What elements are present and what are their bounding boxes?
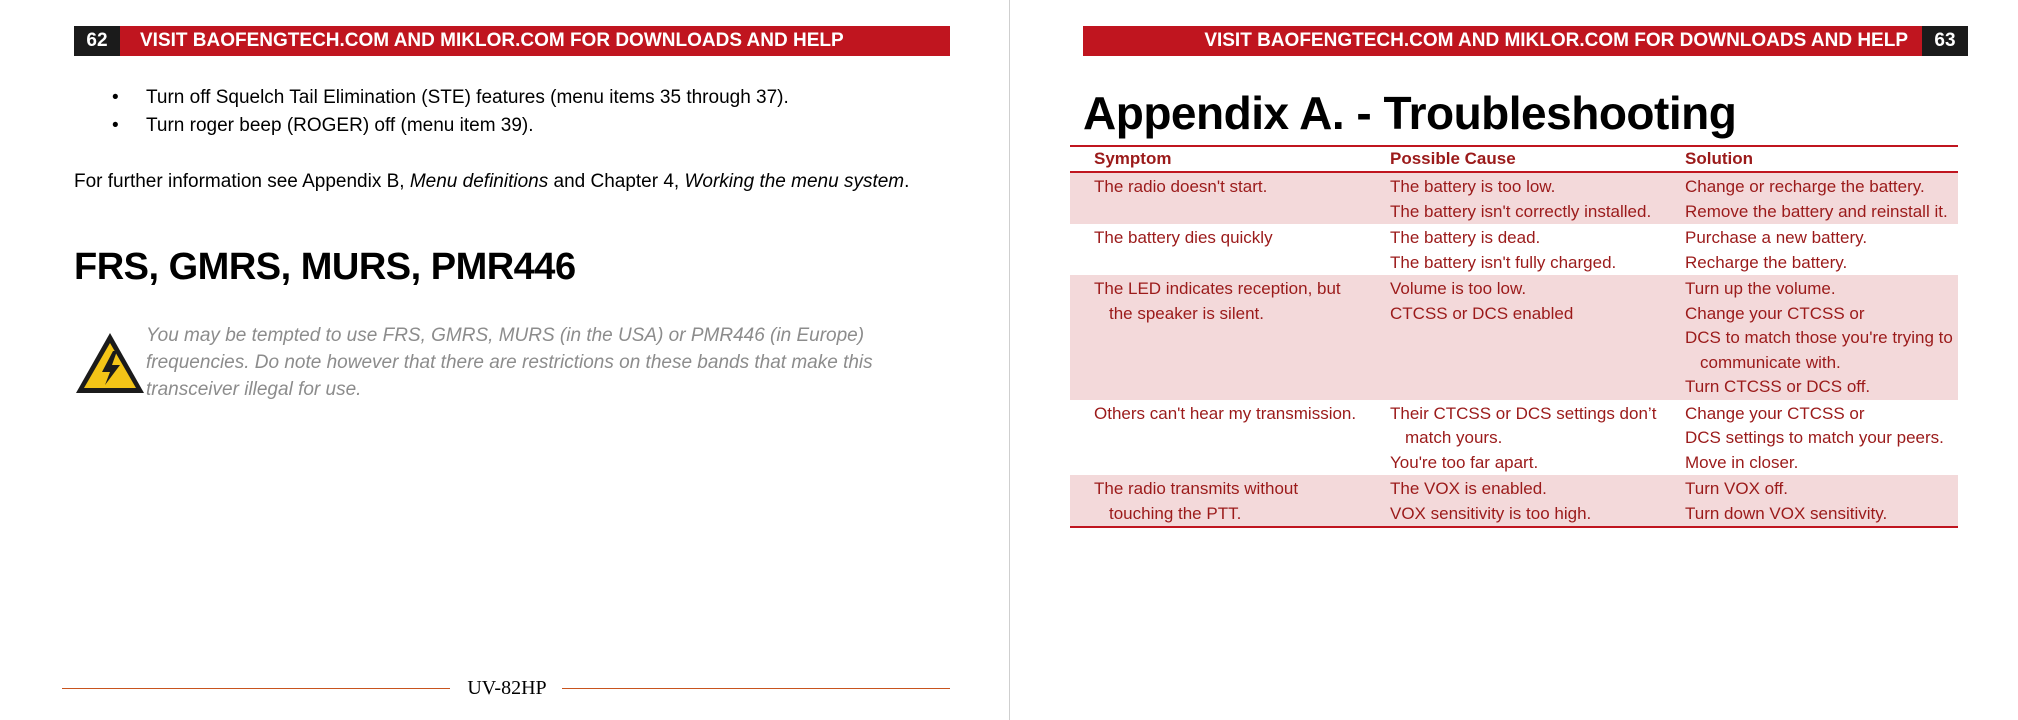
symptom-cell: [1070, 400, 1366, 476]
table-row: [1070, 224, 1958, 275]
table-header-row: [1070, 146, 1958, 172]
table-row: [1070, 172, 1958, 224]
cell-line: The battery dies quickly: [1094, 228, 1273, 247]
right-page: [1010, 0, 2018, 720]
footer-rule-right: [562, 688, 950, 689]
solution-cell: [1661, 224, 1958, 275]
cell-line: VOX sensitivity is too high.: [1390, 503, 1592, 523]
cell-line: Recharge the battery.: [1685, 252, 1848, 272]
cell-line: The battery isn't correctly installed.: [1390, 201, 1652, 221]
solution-cell: [1661, 475, 1958, 527]
cell-line: DCS settings to match your peers.: [1685, 428, 1944, 447]
page-number: 63: [1922, 26, 1968, 56]
solution-cell: [1661, 275, 1958, 400]
table-body: [1070, 172, 1958, 527]
cell-line: Change or recharge the battery.: [1685, 177, 1925, 196]
paragraph-text: and Chapter 4,: [548, 171, 685, 192]
cause-cell: [1366, 275, 1661, 400]
cell-line: Turn up the volume.: [1685, 279, 1836, 298]
cell-line: The battery is too low.: [1390, 177, 1556, 196]
cell-line: The radio doesn't start.: [1094, 177, 1268, 196]
cause-cell: [1366, 224, 1661, 275]
cell-line: CTCSS or DCS enabled: [1390, 303, 1574, 323]
section-heading: FRS, GMRS, MURS, PMR446: [74, 246, 576, 288]
symptom-cell: [1070, 224, 1366, 275]
cell-line: Volume is too low.: [1390, 279, 1527, 298]
page-number: 62: [74, 26, 120, 56]
column-header-symptom: Symptom: [1070, 146, 1366, 172]
bullet-item: • Turn off Squelch Tail Elimination (STE) features (menu items 35 through 37).: [112, 84, 789, 112]
table-row: [1070, 400, 1958, 476]
symptom-cell: [1070, 475, 1366, 527]
cell-line: The battery is dead.: [1390, 228, 1541, 247]
cause-cell: [1366, 172, 1661, 224]
cell-line: Change your CTCSS or: [1685, 303, 1865, 323]
right-header-bar: [1083, 26, 1968, 56]
cell-line: The radio transmits without touching the PTT.: [1094, 479, 1299, 523]
column-header-cause: Possible Cause: [1366, 146, 1661, 172]
left-header-bar: [74, 26, 950, 56]
cell-line: Turn VOX off.: [1685, 479, 1788, 498]
further-info-paragraph: [74, 168, 934, 196]
cell-line: The battery isn't fully charged.: [1390, 252, 1617, 272]
solution-cell: [1661, 172, 1958, 224]
solution-cell: [1661, 400, 1958, 476]
paragraph-emphasis: Menu definitions: [409, 171, 549, 192]
cell-line: DCS to match those you're trying to communicate with.: [1685, 328, 1953, 372]
cell-line: Change your CTCSS or: [1685, 403, 1865, 423]
paragraph-text: .: [904, 171, 910, 192]
table-row: [1070, 475, 1958, 527]
paragraph-text: For further information see Appendix B,: [74, 171, 410, 192]
symptom-cell: [1070, 275, 1366, 400]
cause-cell: [1366, 475, 1661, 527]
cell-line: The VOX is enabled.: [1390, 479, 1547, 498]
cell-line: Purchase a new battery.: [1685, 228, 1868, 247]
troubleshooting-table: [1070, 145, 1958, 528]
header-text: VISIT BAOFENGTECH.COM AND MIKLOR.COM FOR DOWNLOADS AND HELP: [140, 30, 844, 51]
footer-model: UV-82HP: [467, 677, 547, 699]
paragraph-emphasis: Working the menu system: [684, 171, 905, 192]
cause-cell: [1366, 400, 1661, 476]
cell-line: Remove the battery and reinstall it.: [1685, 201, 1948, 221]
cell-line: Move in closer.: [1685, 452, 1799, 472]
column-header-solution: Solution: [1661, 146, 1958, 172]
footer-rule-left: [62, 688, 450, 689]
cell-line: Their CTCSS or DCS settings don’t match yours.: [1390, 403, 1657, 447]
cell-line: Others can't hear my transmission.: [1094, 403, 1357, 423]
high-voltage-warning-icon: [74, 330, 146, 396]
header-text: VISIT BAOFENGTECH.COM AND MIKLOR.COM FOR DOWNLOADS AND HELP: [1204, 30, 1908, 51]
table-row: [1070, 275, 1958, 400]
symptom-cell: [1070, 172, 1366, 224]
bullet-list: [112, 84, 789, 140]
cell-line: Turn down VOX sensitivity.: [1685, 503, 1888, 523]
cell-line: Turn CTCSS or DCS off.: [1685, 377, 1871, 396]
bullet-item: • Turn roger beep (ROGER) off (menu item 39).: [112, 112, 789, 140]
warning-text: You may be tempted to use FRS, GMRS, MURS (in the USA) or PMR446 (in Europe) frequencies. Do note however that there are restrictions on these bands that make this transceiver illegal for use.: [146, 325, 873, 400]
cell-line: The LED indicates reception, but the speaker is silent.: [1094, 279, 1341, 323]
cell-line: You're too far apart.: [1390, 452, 1539, 472]
appendix-heading: Appendix A. - Troubleshooting: [1083, 87, 1737, 139]
